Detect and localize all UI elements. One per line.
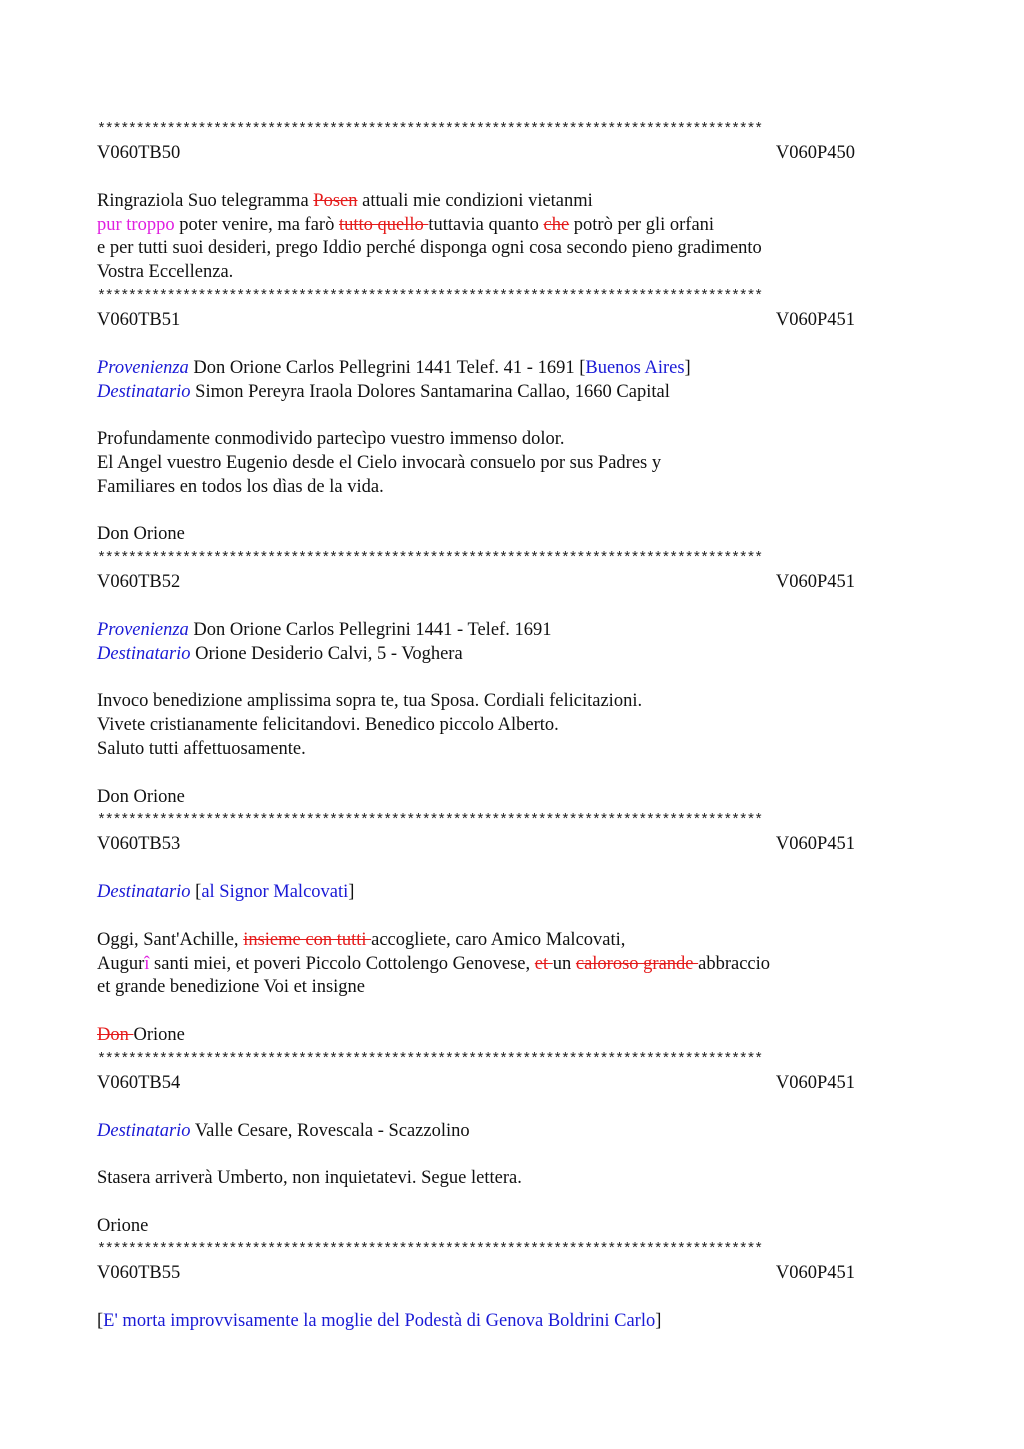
provenienza-line: Provenienza Don Orione Carlos Pellegrini 1441 - Telef. 1691 [97,619,552,640]
entry-page: V060P451 [775,1263,855,1284]
entry-header [97,309,924,333]
destinatario-line: Destinatario Valle Cesare, Rovescala - Scazzolino [97,1120,470,1141]
deleted-text: caloroso grande [575,953,699,974]
entry-header [97,833,924,857]
body-line: et grande benedizione Voi et insigne [97,977,366,998]
destinatario-label: Destinatario [97,643,191,664]
signature: Don Orione [97,786,185,807]
body-line: Familiares en todos los dìas de la vida. [97,476,384,497]
body-line: Vostra Eccellenza. [97,262,234,283]
destinatario-label: Destinatario [97,1120,191,1141]
inserted-text: pur troppo [97,214,175,235]
entry-id: V060TB51 [97,309,181,330]
signature: Don Orione [97,524,185,545]
recipient-note: al Signor Malcovati [201,882,349,903]
entry-page: V060P451 [775,1072,855,1093]
entry-page: V060P451 [775,309,855,330]
entry-header [97,1262,924,1286]
deleted-text: che [543,214,570,235]
entry-id: V060TB54 [97,1072,181,1093]
deleted-text: Posen [313,190,358,211]
separator: ************************************************************************************** [97,550,762,568]
entry-id: V060TB50 [97,143,181,163]
editorial-note: [E' morta improvvisamente la moglie del Podestà di Genova Boldrini Carlo] [97,1311,662,1332]
deleted-text: insieme con tutti [243,929,372,950]
destinatario-label: Destinatario [97,381,191,402]
body-line: El Angel vuestro Eugenio desde el Cielo invocarà consuelo por sus Padres y [97,452,662,473]
provenienza-label: Provenienza [97,619,189,640]
entry-page: V060P450 [775,143,855,163]
body-line: Invoco benedizione amplissima sopra te, tua Sposa. Cordiali felicitazioni. [97,691,643,712]
deleted-text: et [534,953,553,974]
separator: ************************************************************************************** [97,1241,762,1259]
entry-id: V060TB55 [97,1263,181,1284]
entry-page: V060P451 [775,834,855,855]
body-line: Vivete cristianamente felicitandovi. Benedico piccolo Alberto. [97,715,559,736]
body-line: Stasera arriverà Umberto, non inquietatevi. Segue lettera. [97,1168,522,1189]
separator: ************************************************************************************** [97,121,762,138]
separator: ************************************************************************************** [97,1050,762,1068]
entry-id: V060TB52 [97,572,181,593]
destinatario-line: Destinatario Simon Pereyra Iraola Dolores Santamarina Callao, 1660 Capital [97,381,670,402]
body-line: e per tutti suoi desideri, prego Iddio perché disponga ogni cosa secondo pieno gradimento [97,238,762,259]
body-line: pur troppo poter venire, ma farò tutto quello tuttavia quanto che potrò per gli orfani [97,214,715,235]
deleted-text: Don [97,1024,134,1045]
destinatario-line: Destinatario [al Signor Malcovati] [97,882,355,903]
entry-header [97,142,924,166]
signature: Orione [97,1215,149,1236]
document-page [97,118,924,1334]
entry-page: V060P451 [775,572,855,593]
entry-id: V060TB53 [97,834,181,855]
place-note: Buenos Aires [585,357,685,378]
destinatario-label: Destinatario [97,882,191,903]
body-line: Ringraziola Suo telegramma Posen attuali mie condizioni vietanmi [97,190,593,211]
body-line: Profundamente conmodivido partecìpo vuestro immenso dolor. [97,429,565,450]
provenienza-label: Provenienza [97,357,189,378]
deleted-text: tutto quello [338,214,429,235]
separator: ************************************************************************************** [97,812,762,830]
entry-header [97,571,924,595]
separator: ************************************************************************************** [97,287,762,305]
body-line: Saluto tutti affettuosamente. [97,738,306,759]
body-line: Augurî santi miei, et poveri Piccolo Cottolengo Genovese, et un caloroso grande abbraccio [97,953,771,974]
destinatario-line: Destinatario Orione Desiderio Calvi, 5 - Voghera [97,643,463,664]
entry-header [97,1072,924,1096]
note-text: E' morta improvvisamente la moglie del Podestà di Genova Boldrini Carlo [103,1311,656,1332]
provenienza-line: Provenienza Don Orione Carlos Pellegrini 1441 Telef. 41 - 1691 [Buenos Aires] [97,357,691,378]
signature: Don Orione [97,1024,185,1045]
body-line: Oggi, Sant'Achille, insieme con tutti accogliete, caro Amico Malcovati, [97,929,626,950]
inserted-text: î [144,953,150,974]
